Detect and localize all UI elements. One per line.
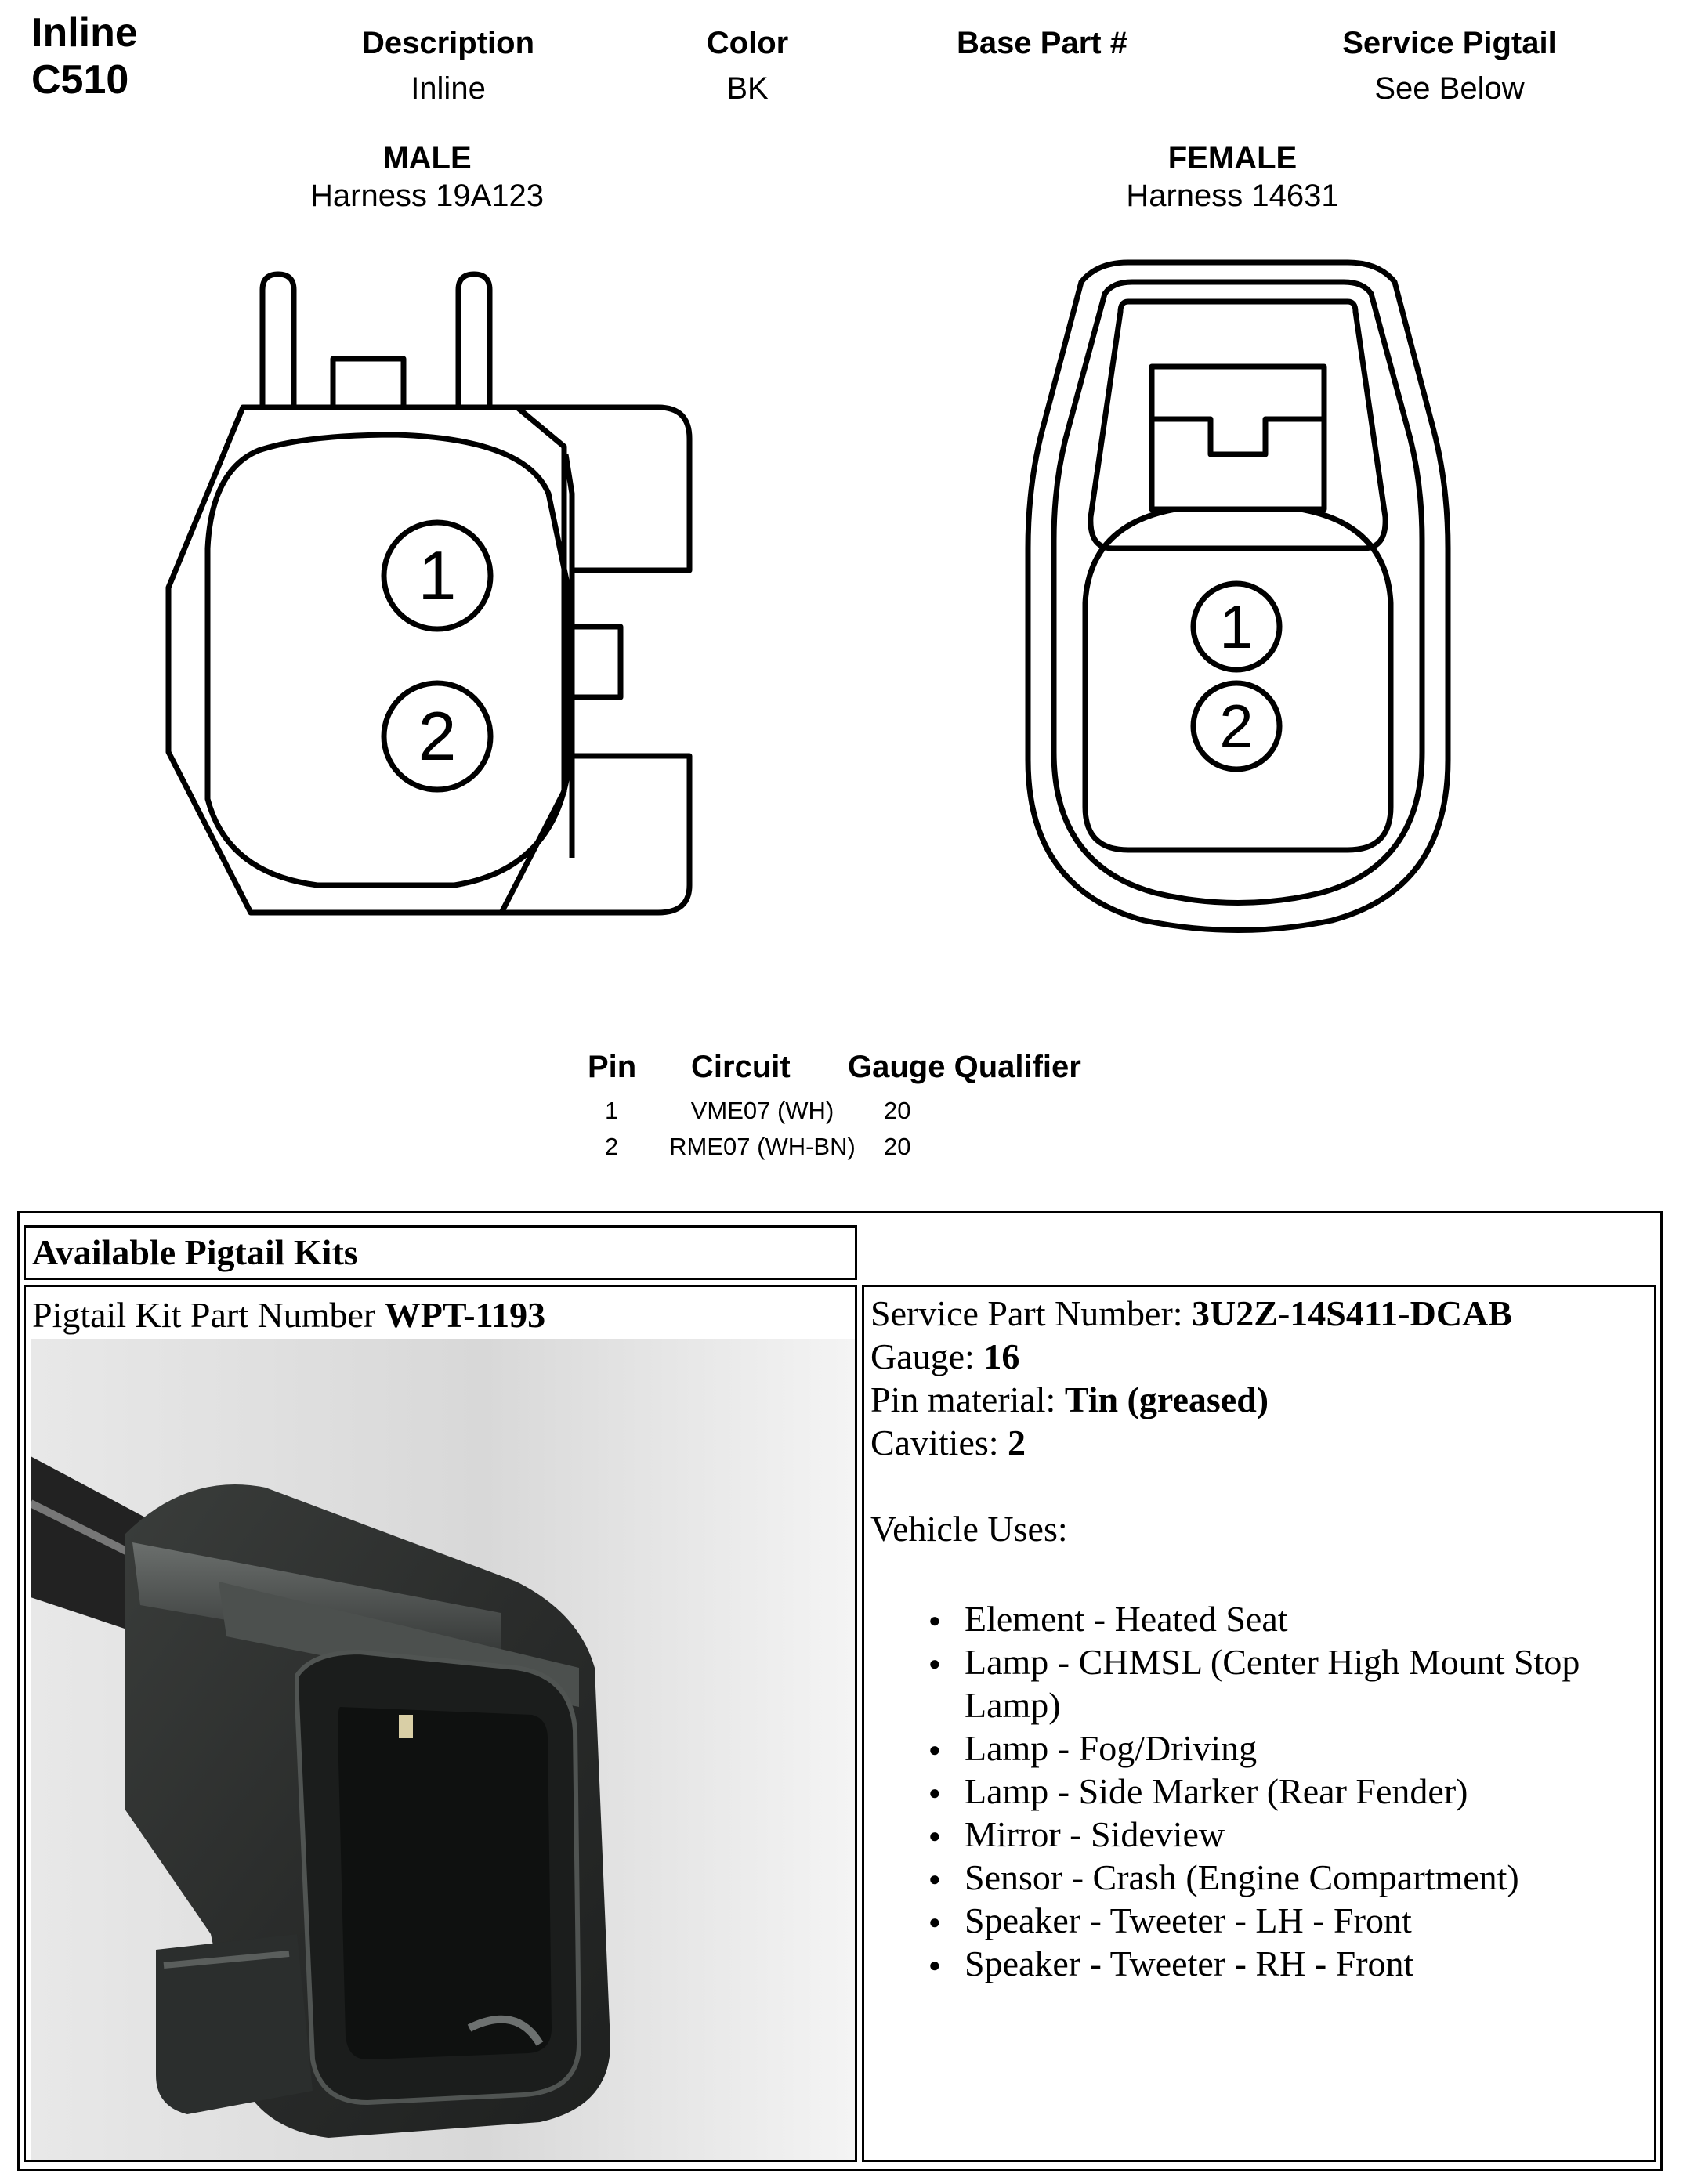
female-title: FEMALE [1167,141,1298,175]
list-item: ● Sensor - Crash (Engine Compartment) [870,1856,1648,1899]
male-side-tab-bottom [501,756,689,913]
service-pigtail-value: See Below [1374,71,1525,106]
pin-material-line [870,1378,1648,1421]
male-pin-1-label: 1 [418,537,457,614]
service-part-value: 3U2Z-14S411-DCAB [1192,1293,1512,1333]
cavities-line [870,1421,1648,1464]
service-pigtail-column [1301,20,1598,111]
list-item: ● Mirror - Sideview [870,1813,1648,1856]
pin-material-label: Pin material: [870,1379,1065,1419]
pin-number: 1 [605,1097,619,1124]
female-lock-inner [1152,367,1324,509]
male-inner-face [208,435,568,885]
cavities-value: 2 [1008,1423,1026,1463]
vehicle-uses-list [870,1597,1648,1985]
female-pin-2-label: 2 [1219,692,1254,761]
base-part-column [909,20,1175,66]
circuit-header: Circuit [691,1050,791,1084]
pin-material-value: Tin (greased) [1064,1379,1269,1419]
connector-title [31,9,138,103]
base-part-label: Base Part # [957,26,1127,60]
gauge-value: 20 [884,1133,911,1160]
male-latch-left [262,274,294,407]
gauge-spec-value: 16 [983,1336,1020,1376]
male-key [333,359,404,407]
kit-part-number: WPT-1193 [384,1295,546,1335]
circuit-value: RME07 (WH-BN) [669,1133,856,1160]
female-lock-notch [1152,419,1324,454]
list-item: ● Lamp - Side Marker (Rear Fender) [870,1770,1648,1813]
female-connector-diagram [1019,259,1457,948]
service-part-line [870,1292,1648,1335]
pin-number: 2 [605,1133,619,1160]
female-pin-1 [1193,584,1279,670]
gauge-value: 20 [884,1097,911,1124]
cavities-label: Cavities: [870,1423,1008,1463]
gauge-line [870,1335,1648,1378]
connector-id: C510 [31,57,129,103]
list-item: ● Lamp - Fog/Driving [870,1727,1648,1770]
list-item: ● Speaker - Tweeter - LH - Front [870,1899,1648,1942]
pin-header: Pin [588,1050,637,1084]
pigtail-heading-cell [24,1225,857,1280]
color-value: BK [726,71,769,106]
color-label: Color [706,26,789,60]
kit-part-label: Pigtail Kit Part Number [32,1295,385,1335]
male-title: MALE [382,141,472,175]
service-part-label: Service Part Number: [870,1293,1193,1333]
list-item: ● Speaker - Tweeter - RH - Front [870,1942,1648,1985]
male-pin-1 [384,522,490,629]
vehicle-uses-label: Vehicle Uses: [870,1509,1068,1549]
male-label [192,139,662,215]
circuit-value: VME07 (WH) [690,1097,834,1124]
pigtail-connector-photo [31,1339,855,2161]
pigtail-heading: Available Pigtail Kits [32,1232,358,1272]
service-pigtail-label: Service Pigtail [1342,26,1557,60]
gauge-header: Gauge Qualifier [848,1050,1081,1084]
male-pin-2 [384,683,490,790]
kit-part-line [32,1293,545,1336]
female-pin-1-label: 1 [1219,592,1254,661]
male-pin-2-label: 2 [418,697,457,775]
male-harness: Harness 19A123 [310,179,544,213]
male-side-key [572,627,621,697]
list-item: ● Lamp - CHMSL (Center High Mount Stop Lamp) [870,1640,1648,1727]
pigtail-kit-cell [24,1285,857,2162]
description-value: Inline [411,71,486,106]
description-column [323,20,574,111]
female-harness: Harness 14631 [1126,179,1339,213]
male-latch-right [458,274,490,407]
gauge-label: Gauge: [870,1336,984,1376]
description-label: Description [361,26,535,60]
connector-type: Inline [31,10,138,56]
pigtail-details-cell [862,1285,1656,2162]
female-pin-2 [1193,683,1279,769]
list-item: ● Element - Heated Seat [870,1597,1648,1640]
female-label [997,139,1468,215]
color-column [646,20,849,111]
female-pin-face [1085,509,1391,850]
male-connector-diagram [149,259,713,932]
